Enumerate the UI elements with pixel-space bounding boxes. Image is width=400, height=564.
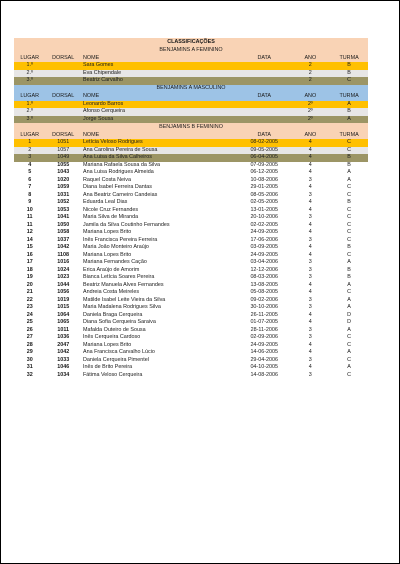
cell-ano: 3 [290,192,330,200]
cell-data: 10-08-2006 [238,177,290,185]
cell-data: 20-10-2006 [238,214,290,222]
cell-ano: 3 [290,327,330,335]
cell-turma: C [330,214,368,222]
cell-nome: Leonardo Barros [81,101,238,109]
cell-dorsal: 1024 [45,267,81,275]
table-row [14,184,368,192]
cell-data [238,77,290,85]
cell-dorsal: 1023 [45,274,81,282]
cell-dorsal [45,108,81,116]
cell-data: 06-04-2005 [238,154,290,162]
cell-lugar: 2.º [14,70,45,78]
table-row [14,282,368,290]
cell-ano: 2 [290,62,330,70]
cell-data: 04-10-2005 [238,364,290,372]
cell-lugar: 1.º [14,101,45,109]
cell-lugar: 19 [14,274,45,282]
cell-turma: B [330,244,368,252]
table-row [14,207,368,215]
cell-ano: 2º [290,108,330,116]
cell-nome: Maria Madalena Rodrigues Silva [81,304,238,312]
cell-data: 03-09-2005 [238,244,290,252]
cell-dorsal: 1036 [45,334,81,342]
section-header-row [14,85,368,93]
cell-lugar: 14 [14,237,45,245]
cell-lugar: 5 [14,169,45,177]
cell-dorsal: 1042 [45,244,81,252]
table-row [14,154,368,162]
cell-lugar: 7 [14,184,45,192]
cell-lugar: 2 [14,147,45,155]
cell-ano: 4 [290,139,330,147]
cell-lugar: 21 [14,289,45,297]
cell-turma: C [330,342,368,350]
column-header-row [14,54,368,62]
page-title: CLASSIFICAÇÕES [14,38,368,46]
cell-dorsal: 1019 [45,297,81,305]
cell-lugar: 2.º [14,108,45,116]
table-row [14,101,368,109]
cell-dorsal: 1053 [45,207,81,215]
table-row [14,312,368,320]
table-row [14,334,368,342]
cell-data: 24-09-2005 [238,342,290,350]
table-row [14,372,368,380]
cell-nome: Raquel Costa Neiva [81,177,238,185]
cell-turma: C [330,139,368,147]
cell-nome: Daniela Cerqueira Pimentel [81,357,238,365]
column-header-ano: ANO [290,54,330,62]
table-row [14,70,368,78]
cell-lugar: 1 [14,139,45,147]
column-header-turma: TURMA [330,93,368,101]
table-row [14,289,368,297]
cell-dorsal: 1058 [45,229,81,237]
cell-data: 01-07-2005 [238,319,290,327]
cell-dorsal [45,77,81,85]
cell-dorsal: 1065 [45,319,81,327]
column-header-row [14,93,368,101]
cell-ano: 4 [290,252,330,260]
cell-nome: Mafalda Outeiro de Sousa [81,327,238,335]
cell-turma: C [330,237,368,245]
table-row [14,116,368,124]
cell-ano: 3 [290,297,330,305]
cell-dorsal: 1057 [45,147,81,155]
cell-data: 30-10-2006 [238,304,290,312]
cell-ano: 2 [290,70,330,78]
cell-ano: 3 [290,237,330,245]
cell-lugar: 29 [14,349,45,357]
table-row [14,169,368,177]
cell-lugar: 3.º [14,77,45,85]
cell-dorsal: 1044 [45,282,81,290]
table-row [14,357,368,365]
cell-turma: B [330,199,368,207]
cell-turma: B [330,274,368,282]
cell-ano: 4 [290,349,330,357]
column-header-lugar: LUGAR [14,54,45,62]
cell-turma: C [330,229,368,237]
cell-dorsal: 1050 [45,222,81,230]
cell-lugar: 26 [14,327,45,335]
table-row [14,274,368,282]
table-row [14,192,368,200]
cell-nome: Sara Gomes [81,62,238,70]
column-header-data: DATA [238,93,290,101]
cell-dorsal: 1064 [45,312,81,320]
cell-dorsal: 1108 [45,252,81,260]
cell-ano: 3 [290,357,330,365]
classifications-table [14,38,368,379]
title-row [14,38,368,46]
cell-ano: 4 [290,222,330,230]
cell-turma: B [330,162,368,170]
cell-data: 09-02-2006 [238,297,290,305]
column-header-lugar: LUGAR [14,131,45,139]
cell-lugar: 15 [14,244,45,252]
table-row [14,267,368,275]
cell-data: 02-05-2005 [238,199,290,207]
column-header-nome: NOME [81,93,238,101]
cell-dorsal [45,62,81,70]
cell-data [238,62,290,70]
cell-dorsal: 2047 [45,342,81,350]
cell-lugar: 8 [14,192,45,200]
cell-nome: Diana Sofia Cerqueira Saraiva [81,319,238,327]
table-row [14,297,368,305]
cell-lugar: 23 [14,304,45,312]
cell-turma: C [330,192,368,200]
cell-lugar: 9 [14,199,45,207]
cell-ano: 4 [290,342,330,350]
cell-turma: C [330,207,368,215]
cell-lugar: 17 [14,259,45,267]
cell-turma: C [330,357,368,365]
table-row [14,342,368,350]
cell-ano: 3 [290,334,330,342]
cell-lugar: 11 [14,214,45,222]
cell-data: 29-01-2005 [238,184,290,192]
cell-nome: Ana Carolina Pereira de Sousa [81,147,238,155]
cell-turma: A [330,259,368,267]
section-title: BENJAMINS B FEMININO [14,123,368,131]
cell-lugar: 10 [14,207,45,215]
cell-ano: 3 [290,214,330,222]
cell-data: 02-09-2006 [238,334,290,342]
cell-dorsal: 1056 [45,289,81,297]
cell-lugar: 20 [14,282,45,290]
cell-lugar: 16 [14,252,45,260]
cell-ano: 3 [290,372,330,380]
column-header-dorsal: DORSAL [45,54,81,62]
table-row [14,327,368,335]
cell-lugar: 22 [14,297,45,305]
cell-dorsal: 1011 [45,327,81,335]
cell-nome: Matilde Isabel Leite Vieira da Silva [81,297,238,305]
cell-data: 24-09-2005 [238,229,290,237]
cell-lugar: 3 [14,154,45,162]
cell-turma: C [330,147,368,155]
cell-nome: Beatriz Carvalho [81,77,238,85]
cell-nome: Jamila da Silva Coutinho Fernandes [81,222,238,230]
column-header-ano: ANO [290,131,330,139]
cell-data: 05-08-2005 [238,289,290,297]
cell-nome: Inês de Brito Pereira [81,364,238,372]
cell-data: 17-06-2006 [238,237,290,245]
cell-data: 06-12-2005 [238,169,290,177]
cell-dorsal: 1055 [45,162,81,170]
column-header-ano: ANO [290,93,330,101]
cell-nome: Bianca Letícia Soares Pereira [81,274,238,282]
cell-dorsal: 1042 [45,349,81,357]
cell-dorsal: 1016 [45,259,81,267]
column-header-data: DATA [238,131,290,139]
cell-lugar: 11 [14,222,45,230]
cell-dorsal: 1046 [45,364,81,372]
cell-nome: Inês Cerqueira Cardoso [81,334,238,342]
cell-data: 08-02-2005 [238,139,290,147]
cell-ano: 4 [290,147,330,155]
cell-nome: Beatriz Manuela Alves Fernandes [81,282,238,290]
table-row [14,108,368,116]
cell-nome: Mariana Lopes Brito [81,252,238,260]
cell-turma: A [330,169,368,177]
cell-lugar: 27 [14,334,45,342]
cell-turma: A [330,116,368,124]
cell-dorsal: 1049 [45,154,81,162]
cell-lugar: 18 [14,267,45,275]
cell-turma: A [330,349,368,357]
cell-ano: 4 [290,282,330,290]
cell-ano: 4 [290,319,330,327]
cell-dorsal: 1020 [45,177,81,185]
cell-nome: Érica Araújo de Amorim [81,267,238,275]
cell-nome: Mariana Rafaela Sousa da Silva [81,162,238,170]
table-row [14,319,368,327]
cell-ano: 4 [290,244,330,252]
cell-turma: C [330,252,368,260]
cell-ano: 3 [290,304,330,312]
section-header-row [14,123,368,131]
cell-ano: 4 [290,184,330,192]
cell-data: 12-12-2006 [238,267,290,275]
column-header-turma: TURMA [330,131,368,139]
cell-dorsal: 1015 [45,304,81,312]
cell-turma: D [330,319,368,327]
cell-data: 02-02-2005 [238,222,290,230]
cell-ano: 4 [290,162,330,170]
cell-nome: Mariana Fernandes Cação [81,259,238,267]
cell-nome: Diana Isabel Ferreira Dantas [81,184,238,192]
cell-nome: Jorge Sousa [81,116,238,124]
table-row [14,364,368,372]
cell-nome: Mariana Lopes Brito [81,229,238,237]
cell-nome: Ana Beatriz Carneiro Candeias [81,192,238,200]
cell-nome: Letícia Veloso Rodrigues [81,139,238,147]
cell-lugar: 12 [14,229,45,237]
cell-nome: Maria João Monteiro Araújo [81,244,238,252]
column-header-dorsal: DORSAL [45,93,81,101]
column-header-nome: NOME [81,54,238,62]
column-header-row [14,131,368,139]
cell-lugar: 4 [14,162,45,170]
table-row [14,252,368,260]
cell-nome: Eva Chipendale [81,70,238,78]
cell-nome: Fátima Veloso Cerqueira [81,372,238,380]
cell-turma: A [330,364,368,372]
cell-turma: C [330,184,368,192]
cell-nome: Ana Luisa da Silva Calheiros [81,154,238,162]
section-title: BENJAMINS A FEMININO [14,46,368,54]
cell-turma: B [330,154,368,162]
cell-nome: Eduarda Leal Dias [81,199,238,207]
table-row [14,214,368,222]
cell-turma: A [330,327,368,335]
cell-ano: 3 [290,259,330,267]
cell-turma: B [330,108,368,116]
cell-ano: 3 [290,274,330,282]
table-row [14,62,368,70]
cell-ano: 3 [290,177,330,185]
cell-lugar: 30 [14,357,45,365]
table-row [14,162,368,170]
cell-data: 29-04-2006 [238,357,290,365]
table-row [14,349,368,357]
cell-turma: C [330,372,368,380]
table-row [14,244,368,252]
cell-data: 28-11-2006 [238,327,290,335]
cell-ano: 4 [290,154,330,162]
cell-data [238,116,290,124]
cell-dorsal: 1051 [45,139,81,147]
cell-ano: 2º [290,116,330,124]
cell-turma: B [330,70,368,78]
cell-dorsal: 1037 [45,237,81,245]
cell-nome: Mariana Lopes Brito [81,342,238,350]
table-row [14,147,368,155]
cell-lugar: 31 [14,364,45,372]
cell-dorsal [45,101,81,109]
cell-turma: B [330,62,368,70]
cell-data: 08-03-2006 [238,274,290,282]
table-row [14,229,368,237]
cell-turma: A [330,101,368,109]
cell-dorsal [45,116,81,124]
cell-turma: A [330,297,368,305]
cell-ano: 2 [290,77,330,85]
cell-lugar: 3.º [14,116,45,124]
cell-turma: C [330,289,368,297]
table-row [14,77,368,85]
cell-dorsal: 1034 [45,372,81,380]
cell-dorsal: 1031 [45,192,81,200]
cell-lugar: 1.º [14,62,45,70]
cell-turma: C [330,222,368,230]
table-row [14,139,368,147]
cell-nome: Maria Silva de Miranda [81,214,238,222]
cell-lugar: 32 [14,372,45,380]
cell-nome: Nicole Cruz Fernandes [81,207,238,215]
cell-data: 03-04-2006 [238,259,290,267]
cell-ano: 4 [290,207,330,215]
cell-data: 26-11-2005 [238,312,290,320]
cell-lugar: 28 [14,342,45,350]
cell-data: 13-01-2005 [238,207,290,215]
cell-data: 14-08-2006 [238,372,290,380]
cell-dorsal: 1059 [45,184,81,192]
cell-ano: 4 [290,229,330,237]
cell-turma: C [330,334,368,342]
cell-lugar: 6 [14,177,45,185]
table-row [14,304,368,312]
column-header-turma: TURMA [330,54,368,62]
cell-nome: Inês Francisca Pereira Ferreira [81,237,238,245]
cell-data [238,108,290,116]
cell-ano: 4 [290,199,330,207]
cell-dorsal: 1041 [45,214,81,222]
column-header-dorsal: DORSAL [45,131,81,139]
cell-ano: 3 [290,267,330,275]
cell-nome: Andreia Costa Meireles [81,289,238,297]
cell-nome: Ana Luisa Rodrigues Almeida [81,169,238,177]
cell-turma: D [330,312,368,320]
cell-nome: Daniela Braga Cerqueira [81,312,238,320]
cell-turma: A [330,282,368,290]
column-header-nome: NOME [81,131,238,139]
cell-lugar: 24 [14,312,45,320]
cell-ano: 4 [290,312,330,320]
section-title: BENJAMINS A MASCULINO [14,85,368,93]
column-header-data: DATA [238,54,290,62]
cell-turma: B [330,267,368,275]
cell-data [238,101,290,109]
cell-dorsal: 1052 [45,199,81,207]
cell-turma: A [330,304,368,312]
cell-data: 07-09-2005 [238,162,290,170]
cell-dorsal: 1043 [45,169,81,177]
cell-dorsal [45,70,81,78]
section-header-row [14,46,368,54]
cell-data: 08-05-2006 [238,192,290,200]
cell-data: 09-05-2005 [238,147,290,155]
cell-ano: 4 [290,364,330,372]
cell-ano: 4 [290,169,330,177]
column-header-lugar: LUGAR [14,93,45,101]
cell-data [238,70,290,78]
table-row [14,199,368,207]
cell-dorsal: 1033 [45,357,81,365]
table-row [14,177,368,185]
cell-ano: 2º [290,101,330,109]
table-row [14,259,368,267]
cell-data: 13-08-2005 [238,282,290,290]
cell-nome: Ana Francisca Carvalho Lúcio [81,349,238,357]
cell-data: 14-06-2005 [238,349,290,357]
table-row [14,222,368,230]
cell-ano: 4 [290,289,330,297]
cell-turma: C [330,77,368,85]
cell-turma: A [330,177,368,185]
table-row [14,237,368,245]
cell-data: 24-09-2005 [238,252,290,260]
cell-nome: Afonso Cerqueira [81,108,238,116]
cell-lugar: 25 [14,319,45,327]
